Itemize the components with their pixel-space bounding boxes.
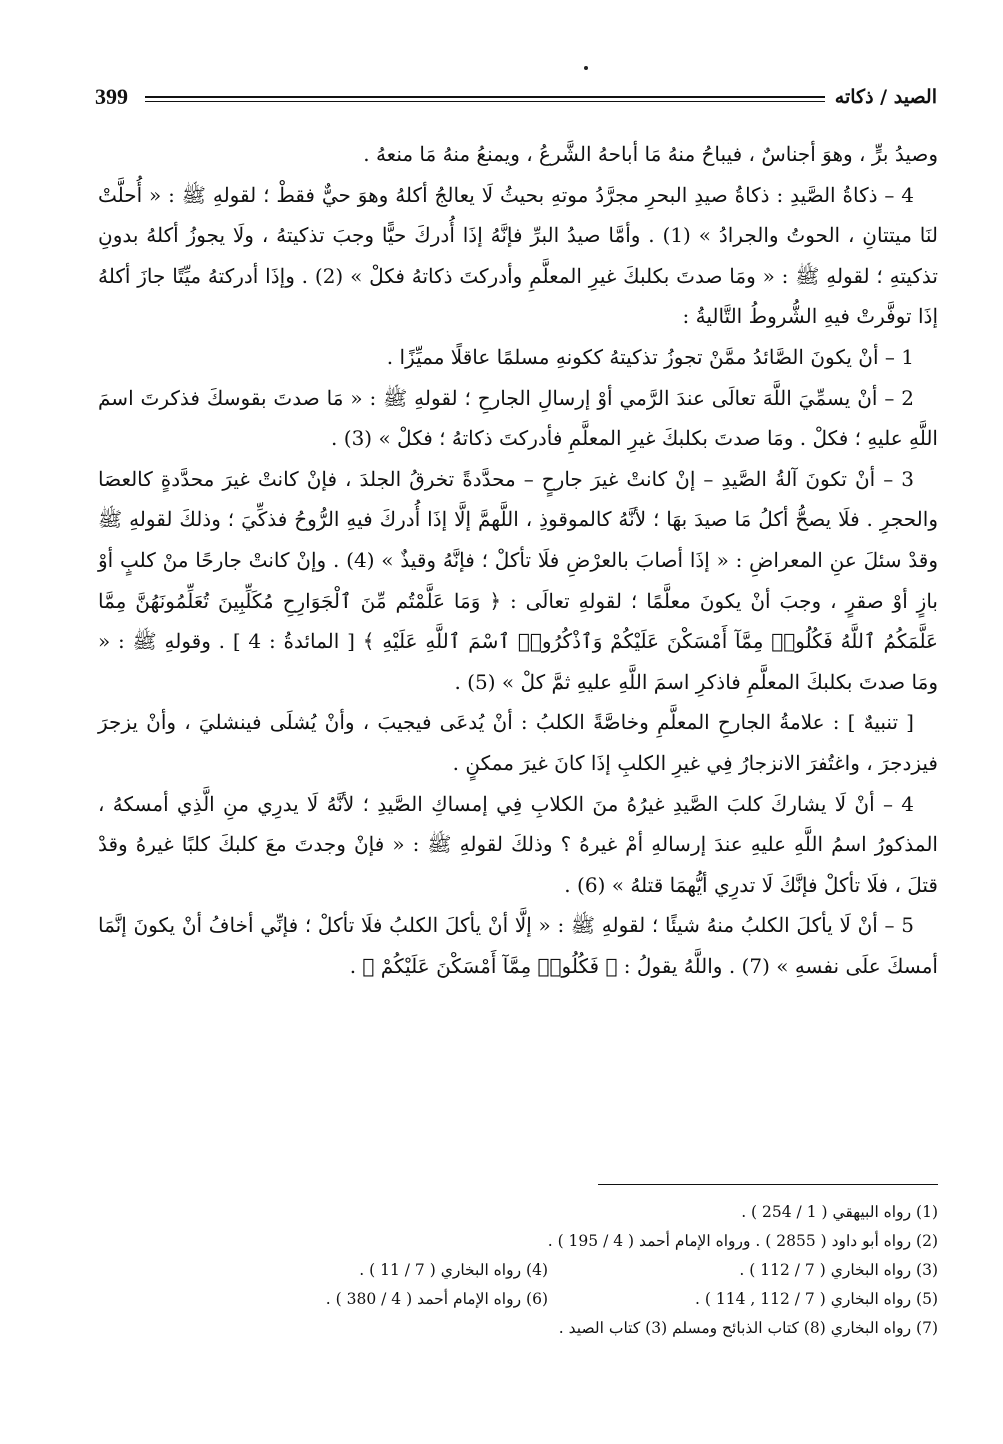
- footnote-rule: [598, 1184, 938, 1185]
- footnote: (2) رواه أبو داود ( 2855 ) . ورواه الإمام أحمد ( 4 / 195 ) .: [547, 1232, 938, 1250]
- footnotes: [98, 1198, 938, 1343]
- paragraph: 4 – أنْ لَا يشاركَ كلبَ الصَّيدِ غيرُهُ منَ الكلابِ فِي إمساكِ الصَّيدِ ؛ لأنَّهُ لَا يدرِي منِ الَّذِي أمسكهُ ، المذكورُ اسمُ اللَّهِ عليهِ عندَ إرسالهِ أمْ غيرهُ ؟ وذلكَ لقولهِ ﷺ : « فإنْ وجدتَ معَ كلبكَ كلبًا غيرهُ وقدْ قتلَ ، فلَا تأكلْ فإنَّكَ لَا تدرِي أيُّهمَا قتلهُ » (6) .: [98, 791, 938, 897]
- footnote: (4) رواه البخاري ( 7 / 11 ) .: [359, 1261, 548, 1279]
- page-number: 399: [95, 84, 128, 109]
- main-text: [98, 134, 938, 986]
- footnote: (5) رواه البخاري ( 7 / 112 , 114 ) .: [695, 1290, 938, 1308]
- paragraph: 4 – ذكاةُ الصَّيدِ : ذكاةُ صيدِ البحرِ مجرَّدُ موتهِ بحيثُ لَا يعالجُ أكلهُ وهوَ حيٌّ فقطْ ؛ لقولهِ ﷺ : « أُحلَّتْ لنَا ميتتانِ ، الحوتُ والجرادُ » (1) . وأمَّا صيدُ البرِّ فإنَّهُ إذَا أُدركَ حيًّا وجبَ تذكيتهُ ، ولَا يجوزُ أكلهُ بدونِ تذكيتهِ ؛ لقولهِ ﷺ : « ومَا صدتَ بكلبكَ غيرِ المعلَّمِ وأدركتَ ذكاتهُ فكلْ » (2) . وإذَا أدركتهُ ميِّتًا جازَ أكلهُ إذَا توفَّرتْ فيهِ الشُّروطُ التَّاليةُ :: [98, 182, 938, 329]
- paragraph: 5 – أنْ لَا يأكلَ الكلبُ منهُ شيئًا ؛ لقولهِ ﷺ : « إلَّا أنْ يأكلَ الكلبُ فلَا تأكلْ ؛ فإنِّي أخافُ أنْ يكونَ إنَّمَا أمسكَ علَى نفسهِ » (7) . واللَّهُ يقولُ : ﴿ فَكُلُوا۟ مِمَّآ أَمْسَكْنَ عَلَيْكُمْ ﴾ .: [98, 913, 938, 978]
- header-rule: [145, 96, 825, 102]
- paragraph: 3 – أنْ تكونَ آلةُ الصَّيدِ – إنْ كانتْ غيرَ جارحٍ – محدَّدةً تخرقُ الجلدَ ، فإنْ كانتْ غيرَ محدَّدةٍ كالعصَا والحجرِ . فلَا يصحُّ أكلُ مَا صيدَ بهَا ؛ لأنَّهُ كالموقوذِ ، اللَّهمَّ إلَّا إذَا أُدركَ فيهِ الرُّوحُ فذكِّيَ ؛ وذلكَ لقولهِ ﷺ وقدْ سئلَ عنِ المعراضِ : « إذَا أصابَ بالعرْضِ فلَا تأكلْ ؛ فإنَّهُ وقيذٌ » (4) . وإنْ كانتْ جارحًا منْ كلبٍ أوْ بازٍ أوْ صقرٍ ، وجبَ أنْ يكونَ معلَّمًا ؛ لقولهِ تعالَى : ﴿ وَمَا عَلَّمْتُم مِّنَ ٱلْجَوَارِحِ مُكَلِّبِينَ تُعَلِّمُونَهُنَّ مِمَّا عَلَّمَكُمُ ٱللَّهُ فَكُلُوا۟ مِمَّآ أَمْسَكْنَ عَلَيْكُمْ وَٱذْكُرُوا۟ ٱسْمَ ٱللَّهِ عَلَيْهِ ﴾ [ المائدةُ : 4 ] . وقولهِ ﷺ : « ومَا صدتَ بكلبكَ المعلَّمِ فاذكرِ اسمَ اللَّهِ عليهِ ثمَّ كلْ » (5) .: [98, 466, 939, 694]
- paragraph: 2 – أنْ يسمِّيَ اللَّهَ تعالَى عندَ الرَّمي أوْ إرسالِ الجارحِ ؛ لقولهِ ﷺ : « مَا صدتَ بقوسكَ فذكرتَ اسمَ اللَّهِ عليهِ ؛ فكلْ . ومَا صدتَ بكلبكَ غيرِ المعلَّمِ فأدركتَ ذكاتهُ ؛ فكلْ » (3) .: [98, 385, 938, 451]
- paragraph: 1 – أنْ يكونَ الصَّائدُ ممَّنْ تجوزُ تذكيتهُ ككونهِ مسلمًا عاقلًا مميِّزًا .: [386, 344, 914, 369]
- paragraph: وصيدُ برٍّ ، وهوَ أجناسٌ ، فيباحُ منهُ مَا أباحهُ الشَّرعُ ، ويمنعُ منهُ مَا منعهُ .: [363, 142, 938, 166]
- print-mark: [584, 66, 588, 70]
- footnote-row: [98, 1256, 938, 1285]
- footnote: (6) رواه الإمام أحمد ( 4 / 380 ) .: [325, 1290, 548, 1308]
- running-head: الصيد / ذكاته: [834, 86, 937, 108]
- note-paragraph: [ تنبيهٌ ] : علامةُ الجارحِ المعلَّمِ وخاصَّةً الكلبُ : أنْ يُدعَى فيجيبَ ، وأنْ يُشلَى فينشليَ ، وأنْ يزجرَ فيزدجرَ ، واغتُفرَ الانزجارُ فِي غيرِ الكلبِ إذَا كانَ غيرَ ممكنٍ .: [98, 710, 938, 775]
- footnote-row: [98, 1285, 938, 1314]
- footnote: (3) رواه البخاري ( 7 / 112 ) .: [739, 1261, 938, 1279]
- footnote: (1) رواه البيهقي ( 1 / 254 ) .: [741, 1203, 938, 1221]
- footnote: (7) رواه البخاري (8) كتاب الذبائح ومسلم (3) كتاب الصيد .: [558, 1319, 938, 1337]
- page-header: [95, 82, 937, 118]
